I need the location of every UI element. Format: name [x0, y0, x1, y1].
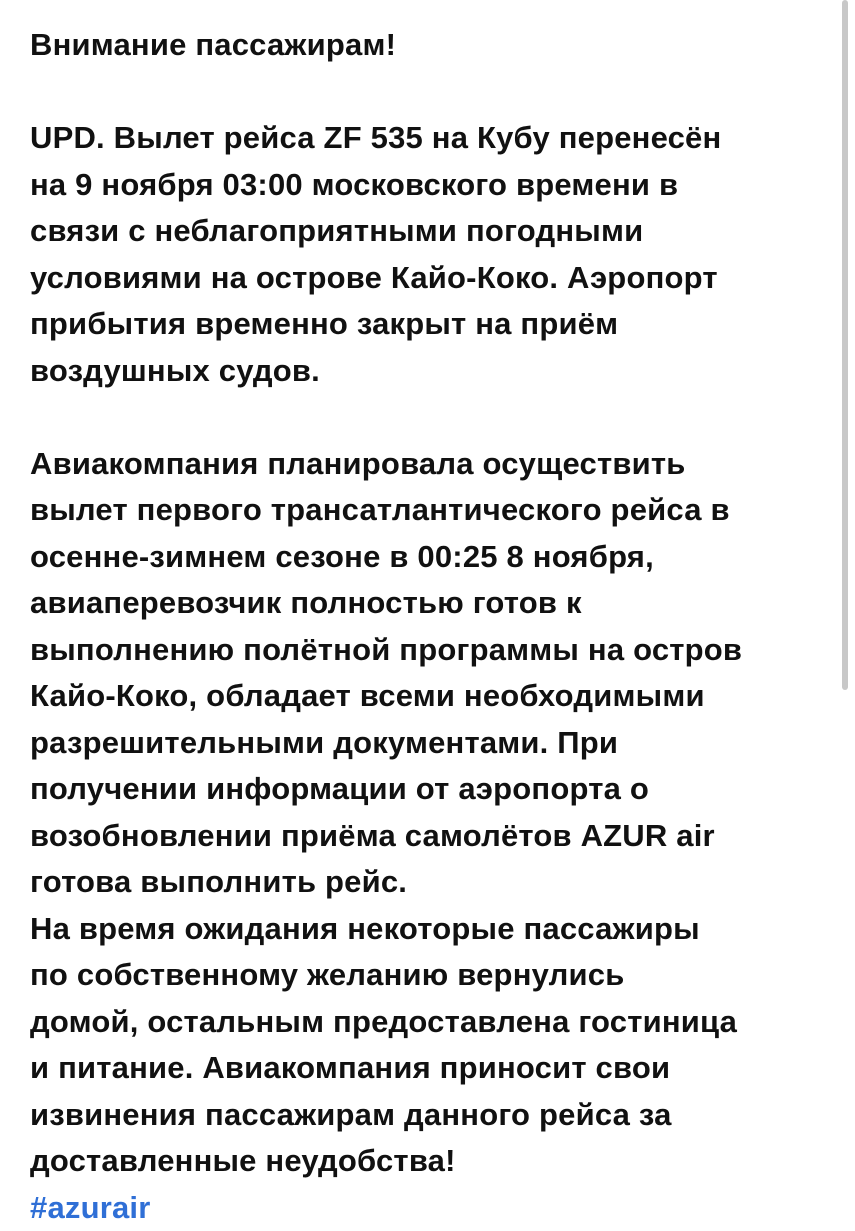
text-line: на 9 ноября 03:00 московского времени в: [30, 162, 830, 209]
scrollbar[interactable]: [842, 0, 848, 690]
text-line: по собственному желанию вернулись: [30, 952, 830, 999]
text-line: авиаперевозчик полностью готов к: [30, 580, 830, 627]
text-line: воздушных судов.: [30, 348, 830, 395]
text-line: На время ожидания некоторые пассажиры: [30, 906, 830, 953]
post-body: [30, 22, 830, 1231]
text-line: готова выполнить рейс.: [30, 859, 830, 906]
text-line: Авиакомпания планировала осуществить: [30, 441, 830, 488]
text-line: прибытия временно закрыт на приём: [30, 301, 830, 348]
text-line: UPD. Вылет рейса ZF 535 на Кубу перенесён: [30, 115, 830, 162]
text-line: доставленные неудобства!: [30, 1138, 830, 1185]
text-line: домой, остальным предоставлена гостиница: [30, 999, 830, 1046]
text-line: связи с неблагоприятными погодными: [30, 208, 830, 255]
text-line: выполнению полётной программы на остров: [30, 627, 830, 674]
hashtag-link[interactable]: #azurair: [30, 1185, 830, 1231]
paragraph-spacer: [30, 69, 830, 116]
text-line: и питание. Авиакомпания приносит свои: [30, 1045, 830, 1092]
post-title: Внимание пассажирам!: [30, 22, 830, 69]
text-line: извинения пассажирам данного рейса за: [30, 1092, 830, 1139]
text-line: вылет первого трансатлантического рейса в: [30, 487, 830, 534]
text-line: разрешительными документами. При: [30, 720, 830, 767]
text-line: условиями на острове Кайо-Коко. Аэропорт: [30, 255, 830, 302]
text-line: возобновлении приёма самолётов AZUR air: [30, 813, 830, 860]
paragraph-spacer: [30, 394, 830, 441]
text-line: Кайо-Коко, обладает всеми необходимыми: [30, 673, 830, 720]
text-line: получении информации от аэропорта о: [30, 766, 830, 813]
text-line: осенне-зимнем сезоне в 00:25 8 ноября,: [30, 534, 830, 581]
